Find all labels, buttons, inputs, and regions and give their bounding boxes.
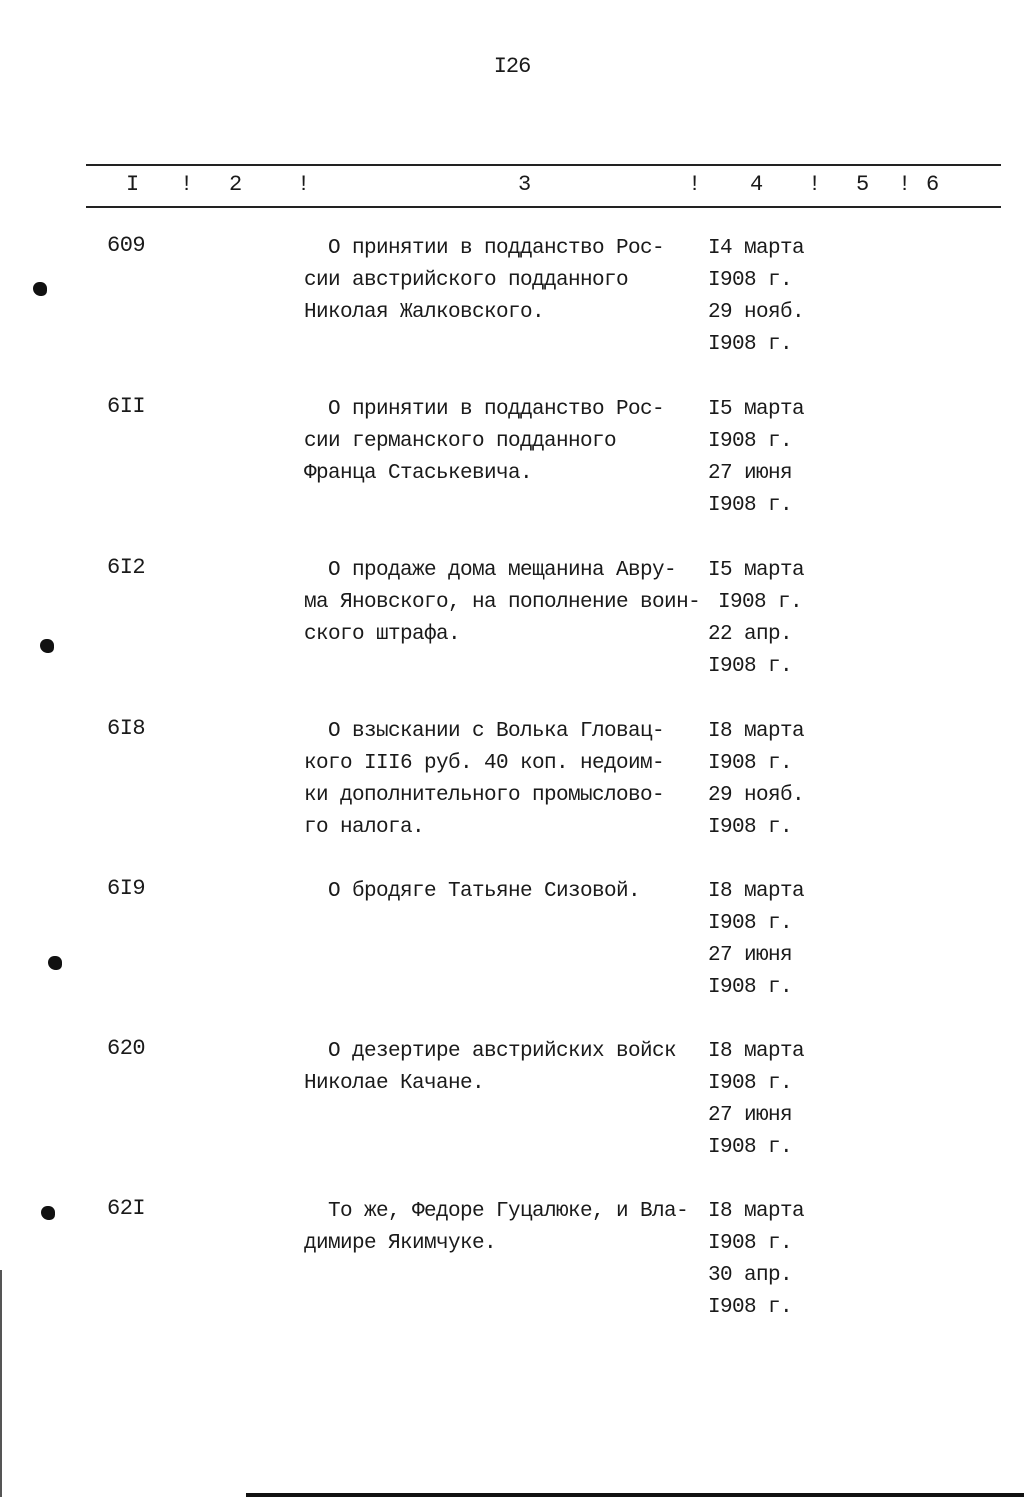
column-separator: ! xyxy=(808,172,822,197)
description-line: О продаже дома мещанина Авру- xyxy=(304,559,677,582)
column-header-5: 5 xyxy=(856,172,870,197)
date-line: I8 марта xyxy=(708,1040,805,1063)
entry-number: 620 xyxy=(107,1036,146,1061)
date-line: 27 июня xyxy=(708,1104,793,1127)
entry-description xyxy=(304,1036,714,1100)
entry-dates xyxy=(708,555,804,683)
punch-hole-icon xyxy=(48,956,62,970)
column-separator: ! xyxy=(180,172,194,197)
date-line: I908 г. xyxy=(708,1136,793,1159)
description-line: сии австрийского подданного xyxy=(304,269,629,292)
punch-hole-icon xyxy=(41,1206,55,1220)
scan-bottom-edge xyxy=(246,1493,1024,1497)
date-line: 30 апр. xyxy=(708,1264,793,1287)
description-line: О дезертире австрийских войск xyxy=(304,1040,677,1063)
entry-dates xyxy=(708,716,804,844)
date-line: I908 г. xyxy=(708,976,793,999)
entry-dates xyxy=(708,1196,804,1324)
date-line: I908 г. xyxy=(708,912,793,935)
date-line: I8 марта xyxy=(708,1200,805,1223)
entry-description xyxy=(304,1196,714,1260)
date-line: I908 г. xyxy=(708,333,793,356)
entry-dates xyxy=(708,233,804,361)
column-separator: ! xyxy=(898,172,912,197)
date-line: 27 июня xyxy=(708,944,793,967)
entry-number: 6I8 xyxy=(107,716,146,741)
entry-number: 609 xyxy=(107,233,146,258)
description-line: Франца Стаськевича. xyxy=(304,462,533,485)
description-line: О взыскании с Волька Гловац- xyxy=(304,720,665,743)
description-line: О бродяге Татьяне Сизовой. xyxy=(304,880,641,903)
entry-description xyxy=(304,394,714,490)
entry-description xyxy=(304,555,714,651)
description-line: ки дополнительного промыслово- xyxy=(304,784,665,807)
description-line: Николая Жалковского. xyxy=(304,301,545,324)
entry-number: 6I9 xyxy=(107,876,146,901)
column-header-4: 4 xyxy=(750,172,764,197)
entry-number: 6II xyxy=(107,394,146,419)
date-line: I908 г. xyxy=(708,1072,793,1095)
entry-dates xyxy=(708,394,804,522)
entry-dates xyxy=(708,1036,804,1164)
scan-left-edge xyxy=(0,1270,2,1497)
entry-number: 62I xyxy=(107,1196,146,1221)
description-line: димире Якимчуке. xyxy=(304,1232,497,1255)
description-line: О принятии в подданство Рос- xyxy=(304,237,665,260)
date-line: I908 г. xyxy=(708,494,793,517)
entry-description xyxy=(304,716,714,844)
date-line: I5 марта xyxy=(708,398,805,421)
page-number: I26 xyxy=(493,54,531,79)
column-header-3: 3 xyxy=(518,172,532,197)
column-header-2: 2 xyxy=(229,172,243,197)
date-line: I5 марта xyxy=(708,559,805,582)
date-line: 29 нояб. xyxy=(708,301,805,324)
date-line: I908 г. xyxy=(718,591,803,614)
description-line: О принятии в подданство Рос- xyxy=(304,398,665,421)
description-line: То же, Федоре Гуцалюке, и Вла- xyxy=(304,1200,689,1223)
punch-hole-icon xyxy=(33,282,47,296)
date-line: 22 апр. xyxy=(708,623,793,646)
description-line: сии германского подданного xyxy=(304,430,617,453)
description-line: кого III6 руб. 40 коп. недоим- xyxy=(304,752,665,775)
punch-hole-icon xyxy=(40,639,54,653)
date-line: I8 марта xyxy=(708,720,805,743)
date-line: 29 нояб. xyxy=(708,784,805,807)
column-separator: ! xyxy=(297,172,311,197)
entry-description xyxy=(304,233,714,329)
table-header xyxy=(0,172,1024,200)
date-line: I4 марта xyxy=(708,237,805,260)
date-line: I908 г. xyxy=(708,430,793,453)
date-line: I908 г. xyxy=(708,1232,793,1255)
date-line: I908 г. xyxy=(708,752,793,775)
date-line: I908 г. xyxy=(708,816,793,839)
date-line: I8 марта xyxy=(708,880,805,903)
date-line: I908 г. xyxy=(708,1296,793,1319)
description-line: ма Яновского, на пополнение воин- xyxy=(304,591,701,614)
column-separator: ! xyxy=(688,172,702,197)
date-line: I908 г. xyxy=(708,655,793,678)
column-header-1: I xyxy=(126,172,140,197)
description-line: ского штрафа. xyxy=(304,623,461,646)
entry-description xyxy=(304,876,714,908)
header-rule-bottom xyxy=(86,206,1001,208)
date-line: 27 июня xyxy=(708,462,793,485)
description-line: го налога. xyxy=(304,816,425,839)
header-rule-top xyxy=(86,164,1001,166)
date-line: I908 г. xyxy=(708,269,793,292)
description-line: Николае Качане. xyxy=(304,1072,485,1095)
entry-dates xyxy=(708,876,804,1004)
entry-number: 6I2 xyxy=(107,555,146,580)
column-header-6: 6 xyxy=(926,172,940,197)
